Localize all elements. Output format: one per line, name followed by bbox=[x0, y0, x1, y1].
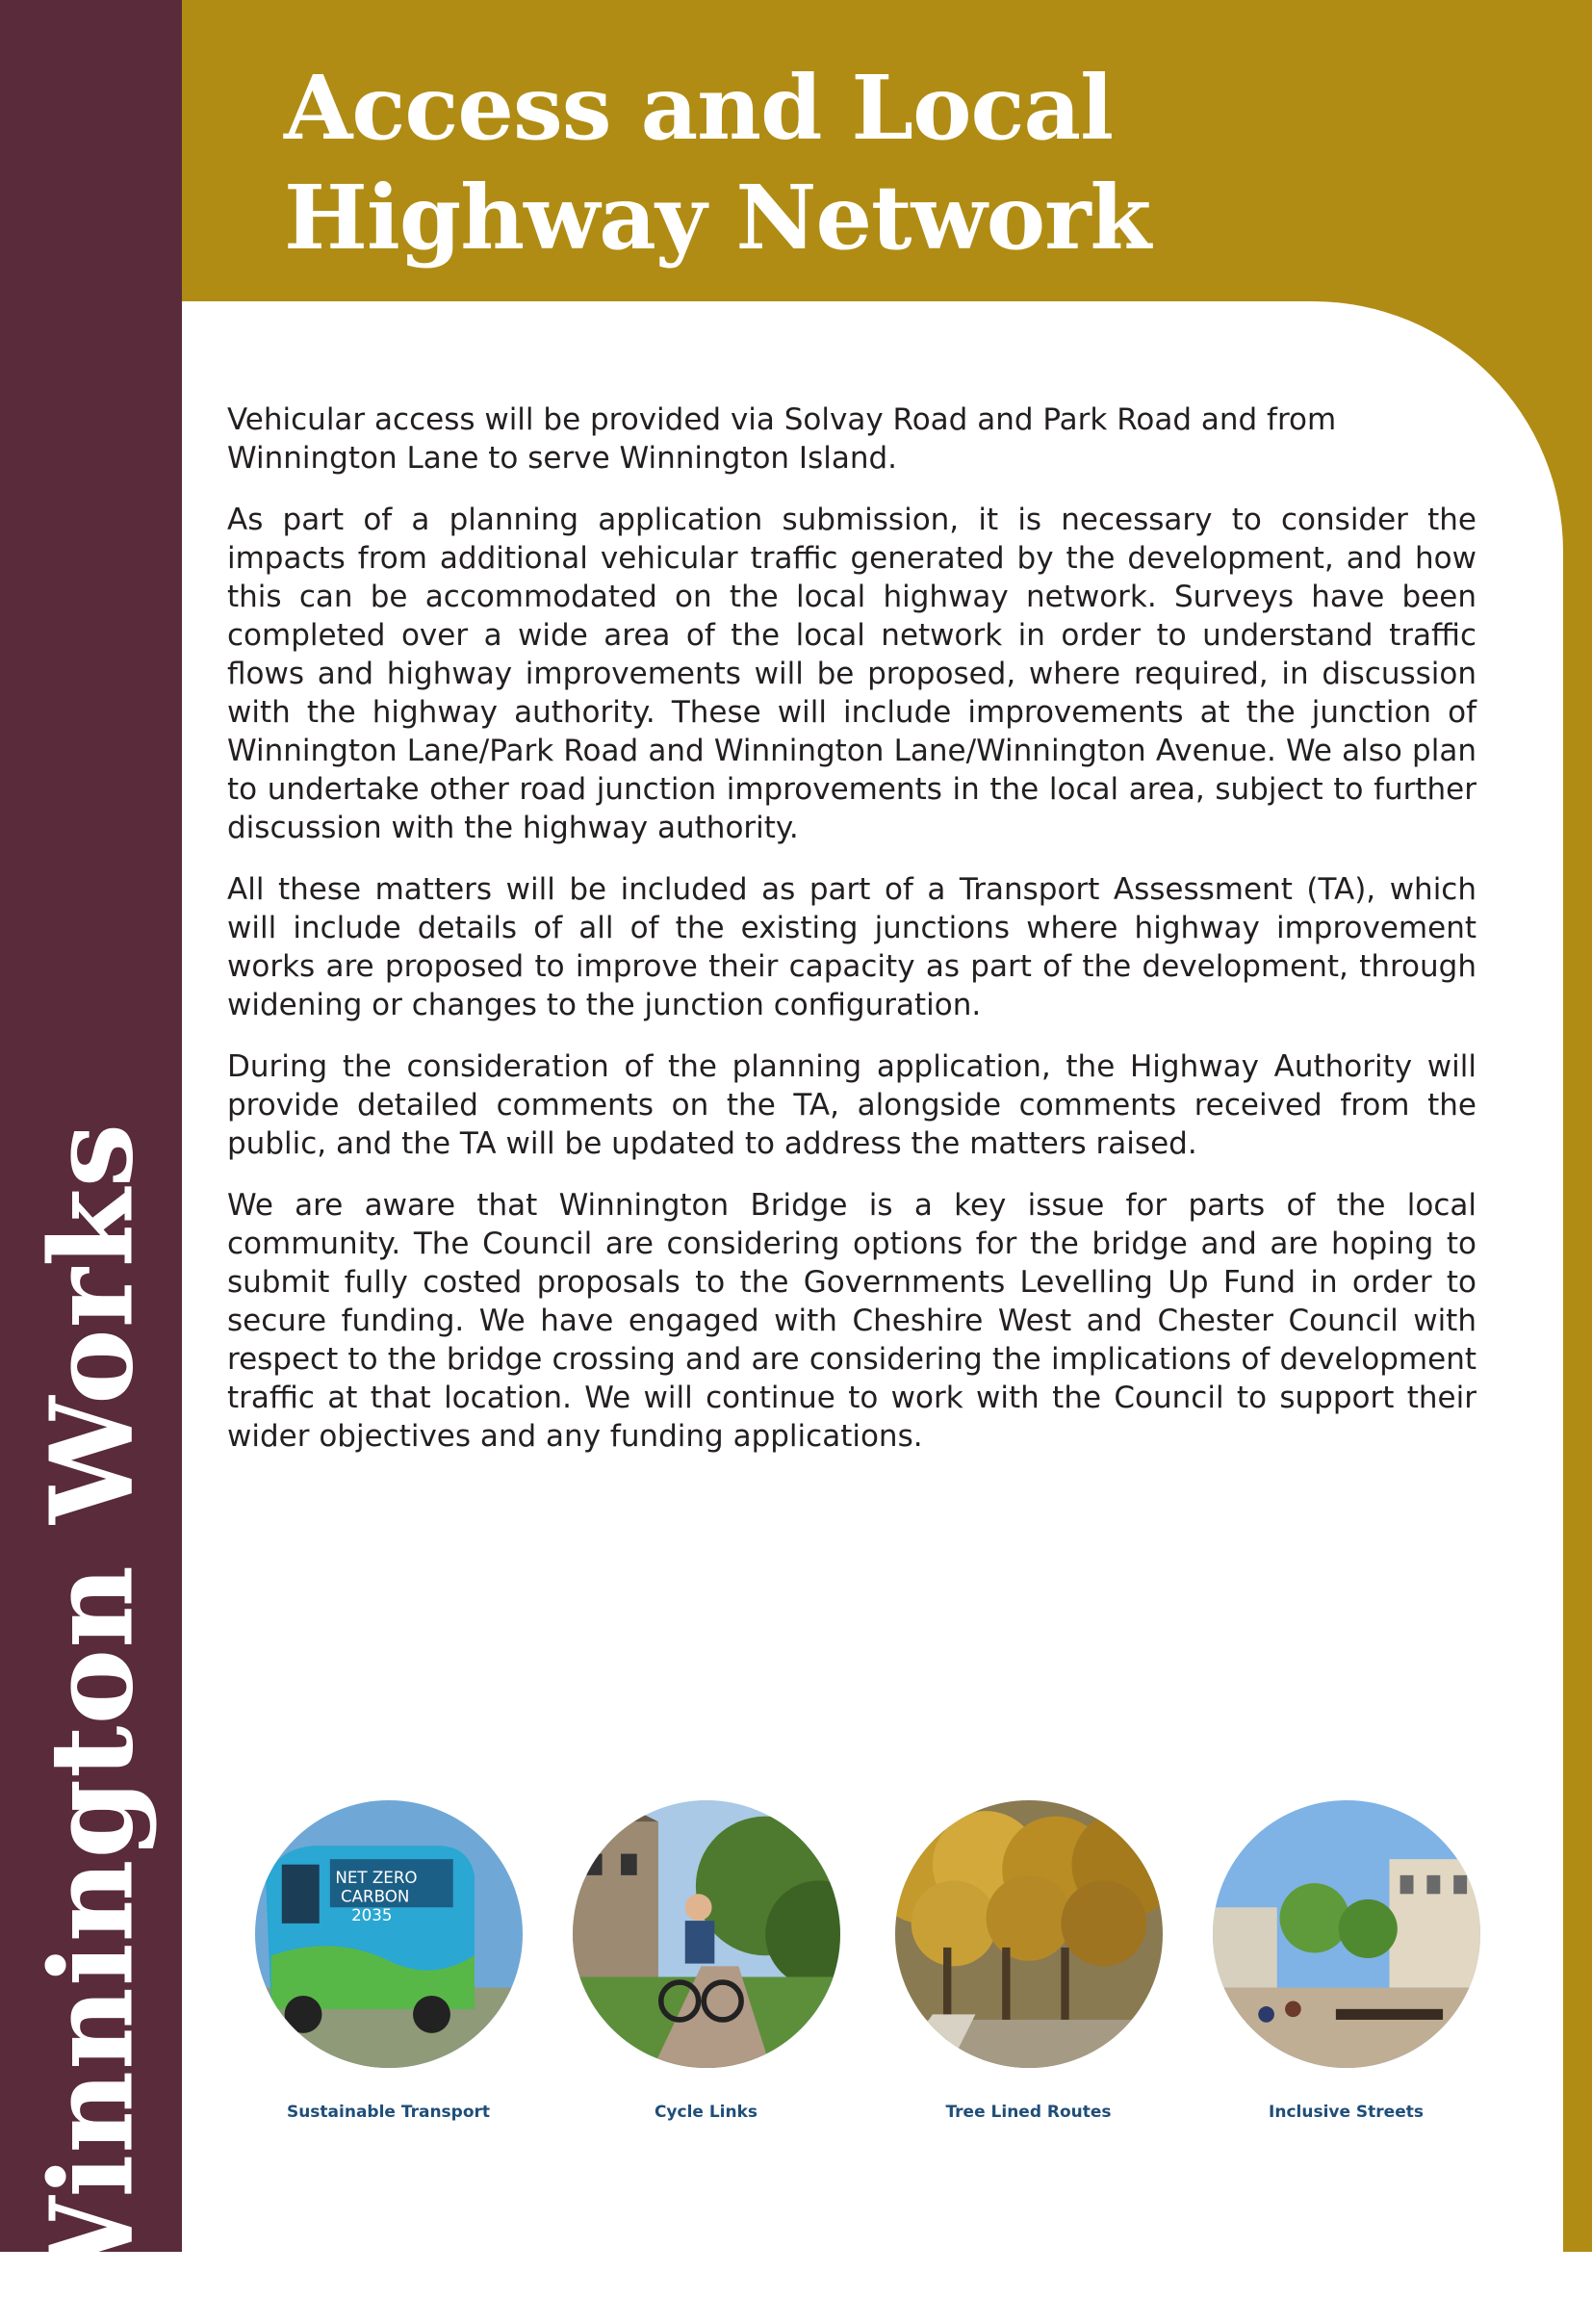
body-text bbox=[227, 400, 1476, 1479]
title-line-2: Highway Network bbox=[284, 166, 1151, 270]
page-title bbox=[284, 53, 1150, 272]
paragraph: We are aware that Winnington Bridge is a key issue for parts of the local community. The Council are considering options for the bridge and are hoping to submit fully costed proposals to the Governments Levelling Up Fund in order to secure funding. We have engaged with Cheshire West and Chester Council with respect to the bridge crossing and are considering the implications of development traffic at that location. We will continue to work with the Council to support their wider objectives and any funding applications. bbox=[227, 1188, 1476, 1454]
paragraph: During the consideration of the planning application, the Highway Authority will provide detailed comments on the TA, alongside comments received from the public, and the TA will be updated to address the matters raised. bbox=[227, 1049, 1476, 1161]
photo-caption: Inclusive Streets bbox=[1269, 2103, 1424, 2122]
photo-cycle-links bbox=[545, 1800, 867, 2122]
paragraph: Vehicular access will be provided via Solvay Road and Park Road and from Winnington Lane to serve Winnington Island. bbox=[227, 402, 1337, 476]
street-photo bbox=[1213, 1800, 1480, 2068]
photo-tree-lined-routes bbox=[867, 1800, 1190, 2122]
photo-caption: Tree Lined Routes bbox=[945, 2103, 1112, 2122]
bus-photo bbox=[255, 1800, 523, 2068]
photo-caption: Cycle Links bbox=[654, 2103, 758, 2122]
sidebar-label: Winnington Works bbox=[24, 1122, 159, 2324]
bus-text-1: NET ZERO bbox=[334, 1869, 418, 1888]
paragraph: As part of a planning application submission, it is necessary to consider the impacts from additional vehicular traffic generated by the development, and how this can be accommodated on the local highway network. Surveys have been completed over a wide area of the local network in order to understand traffic flows and highway improvements will be proposed, where required, in discussion with the highway authority. These will include improvements at the junction of Winnington Lane/Park Road and Winnington Lane/Winnington Avenue. We also plan to undertake other road junction improvements in the local area, subject to further discussion with the highway authority. bbox=[227, 503, 1476, 845]
photo-row bbox=[227, 1800, 1478, 2122]
bus-text-3: 2035 bbox=[350, 1906, 393, 1925]
paragraph: All these matters will be included as part of a Transport Assessment (TA), which will include details of all of the existing junctions where highway improvement works are proposed to improve their capacity as part of the development, through widening or changes to the junction configuration. bbox=[227, 872, 1476, 1022]
sidebar bbox=[0, 0, 182, 2324]
photo-sustainable-transport bbox=[227, 1800, 550, 2122]
trees-photo bbox=[895, 1800, 1163, 2068]
photo-caption: Sustainable Transport bbox=[286, 2103, 491, 2122]
photo-inclusive-streets bbox=[1185, 1800, 1507, 2122]
title-line-1: Access and Local bbox=[284, 56, 1114, 160]
bus-text-2: CARBON bbox=[340, 1887, 409, 1906]
cyclist-photo bbox=[573, 1800, 840, 2068]
